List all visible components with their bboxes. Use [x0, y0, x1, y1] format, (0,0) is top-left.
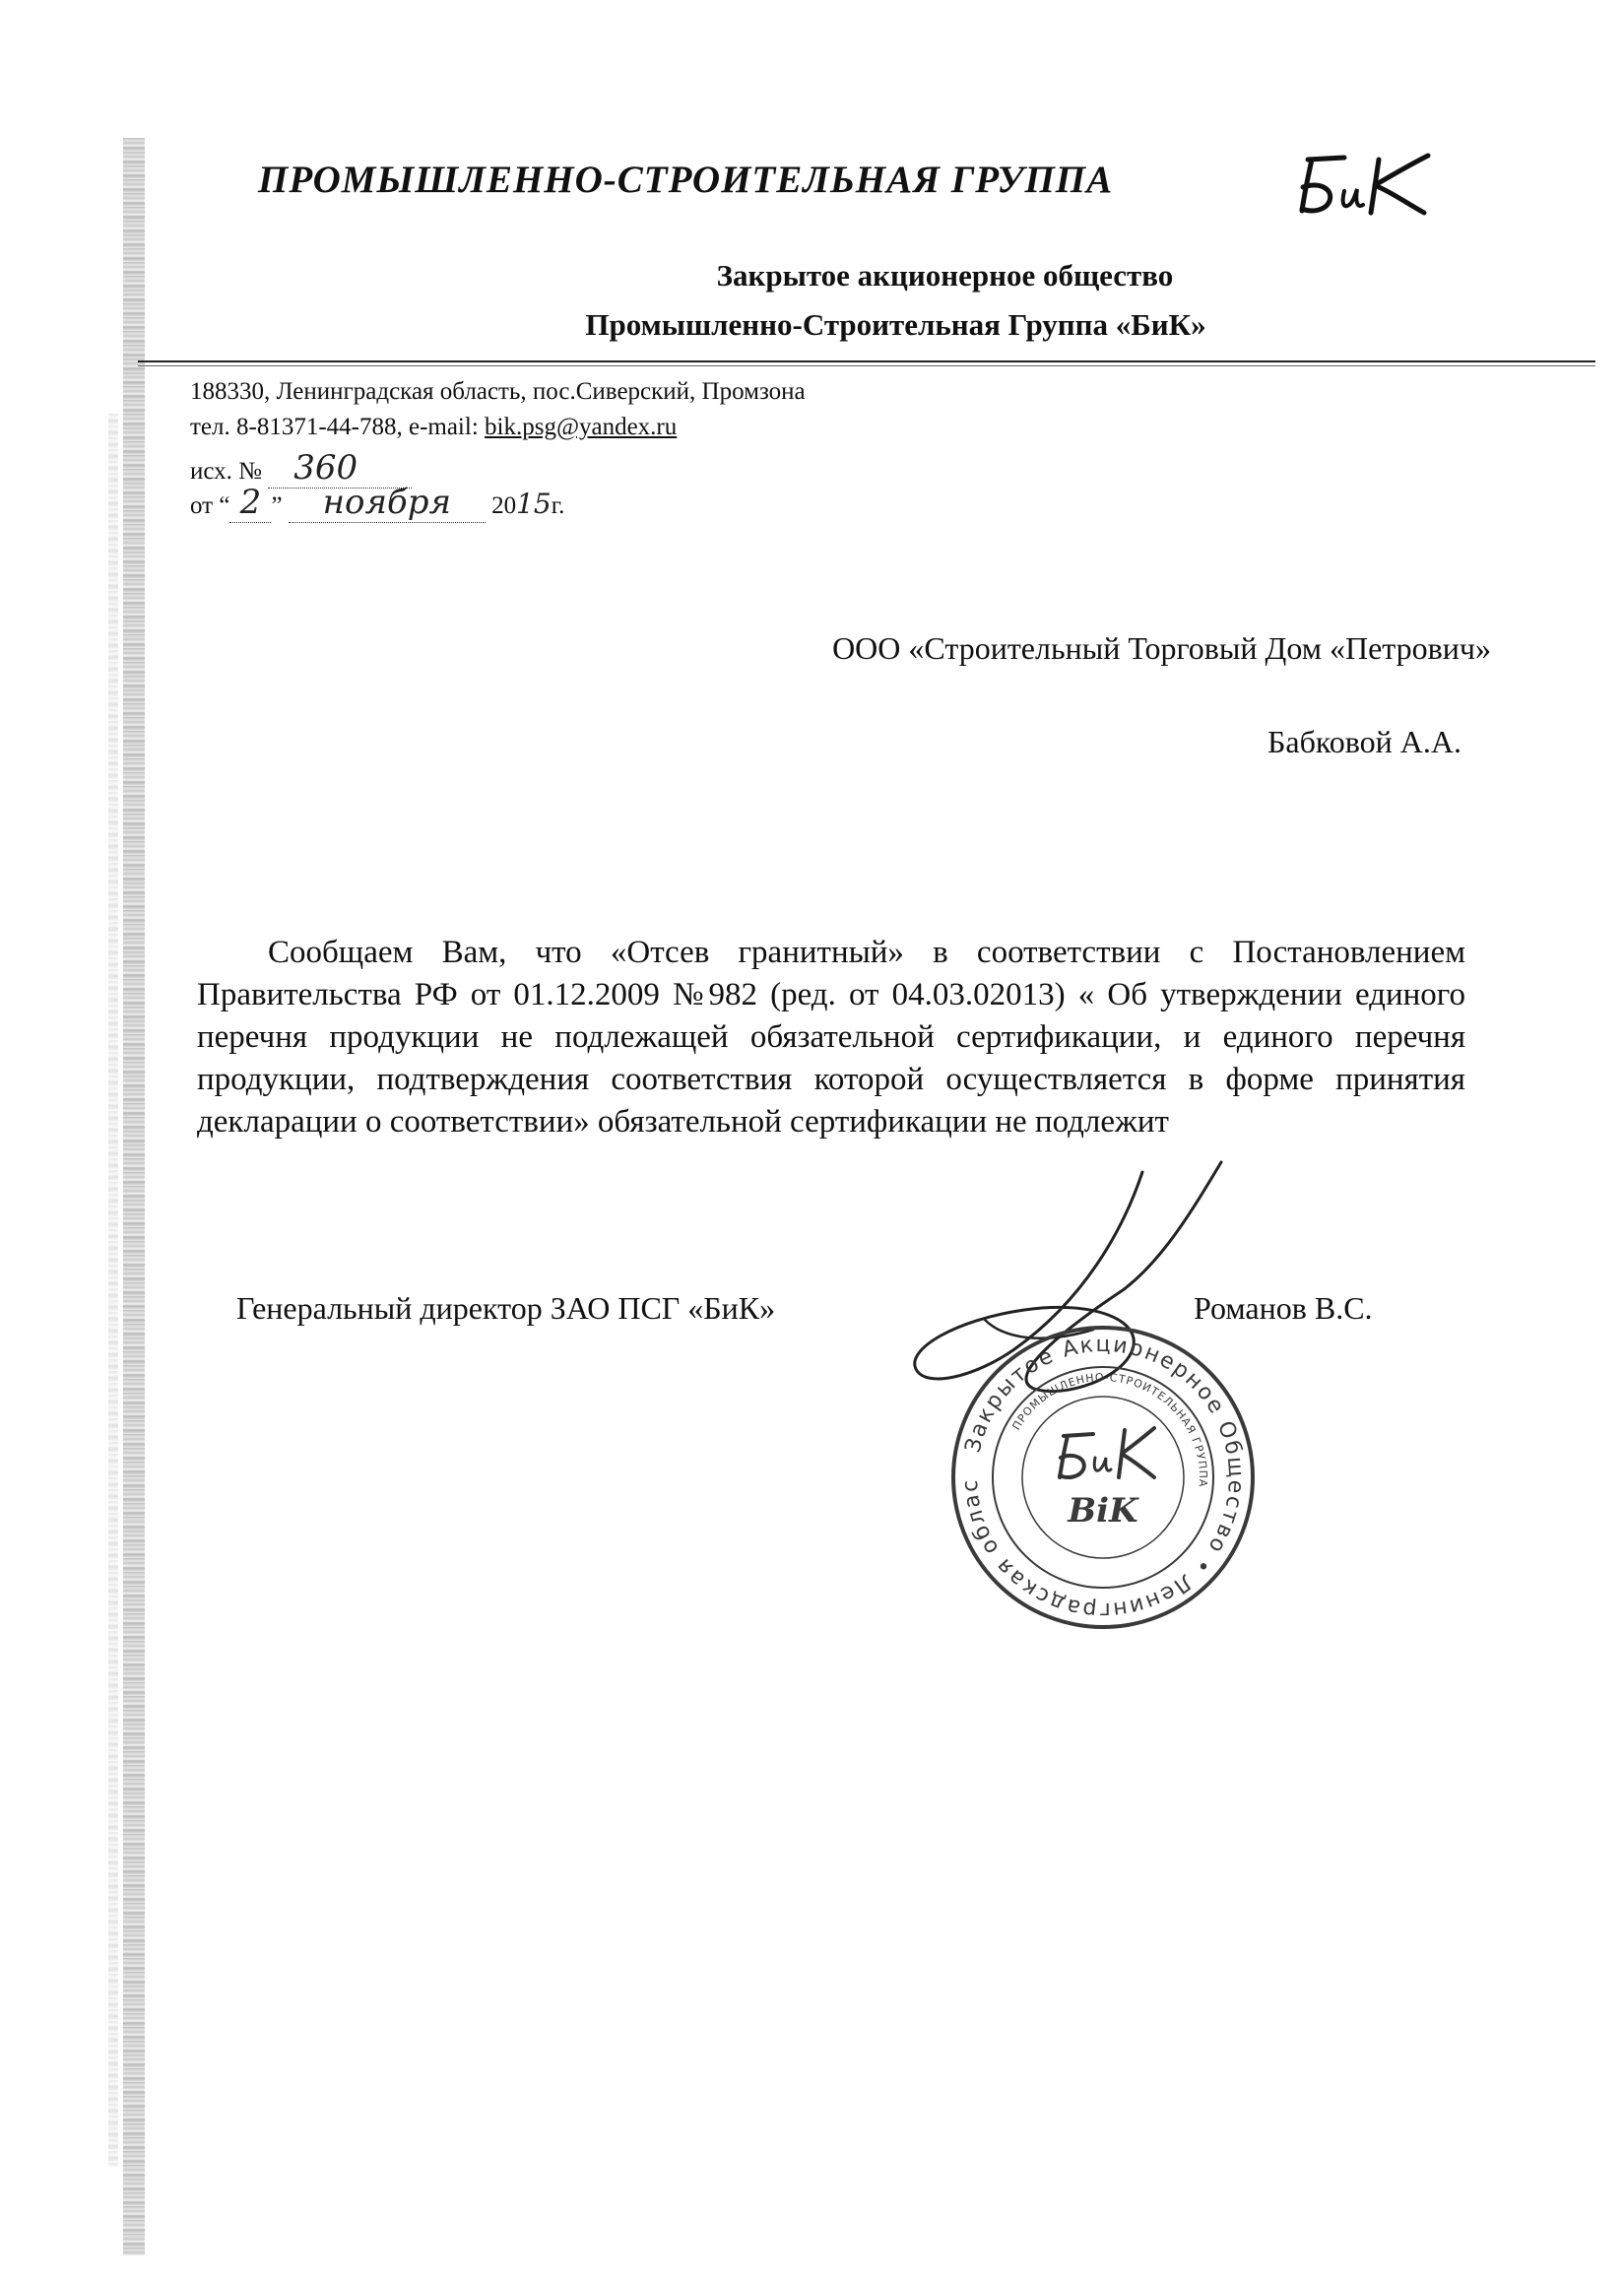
letterhead-divider [138, 360, 1595, 362]
date-end: г. [551, 492, 565, 519]
org-name-line-1: Закрытое акционерное общество [716, 258, 1174, 293]
letter-date: от “ 2 ” ноября 2015г. [190, 483, 565, 522]
company-logo [1290, 148, 1438, 231]
date-day: 2 [229, 483, 271, 523]
letterhead-banner: ПРОМЫШЛЕННО-СТРОИТЕЛЬНАЯ ГРУППА [258, 159, 1114, 201]
scan-edge-artifact [123, 138, 145, 2255]
phone-email-label: тел. 8-81371-44-788, e-mail: [190, 414, 486, 440]
sender-contacts [190, 414, 677, 441]
signatory-name: Романов В.С. [1194, 1290, 1373, 1326]
sender-address: 188330, Ленинградская область, пос.Сиверский, Промзона [190, 378, 806, 405]
recipient-person: Бабковой А.А. [1267, 724, 1462, 759]
ref-number: 360 [268, 448, 412, 489]
org-name-line-2: Промышленно-Строительная Группа «БиК» [585, 307, 1206, 342]
date-year-suffix: 15 [516, 488, 552, 520]
date-month: ноября [289, 483, 486, 523]
svg-text:ПРОМЫШЛЕННО-СТРОИТЕЛЬНАЯ ГРУПП: ПРОМЫШЛЕННО-СТРОИТЕЛЬНАЯ ГРУППА [1009, 1370, 1210, 1488]
recipient-company: ООО «Строительный Торговый Дом «Петрович» [832, 630, 1491, 666]
signatory-position: Генеральный директор ЗАО ПСГ «БиК» [236, 1290, 776, 1326]
date-label: от [190, 492, 214, 519]
svg-text:Закрытое Акционерное Общество: Закрытое Акционерное Общество • Ленинградская облас [957, 1332, 1249, 1623]
scan-edge-artifact-secondary [108, 414, 118, 2167]
letterhead-divider-thin [138, 365, 1595, 366]
date-year-prefix: 20 [491, 492, 517, 519]
company-seal-stamp [945, 1320, 1261, 1640]
body-paragraph: Сообщаем Вам, что «Отсев гранитный» в соответствии с Постановлением Правительства РФ от 01.12.2009 №982 (ред. от 04.03.02013) « Об утверждении единого перечня продукции не подлежащей обязательной сертификации, и единого перечня продукции, подтверждения соответствия которой осуществляется в форме принятия декларации о соответствии» обязательной сертификации не подлежит [197, 935, 1465, 1140]
email-link[interactable]: bik.psg@yandex.ru [485, 414, 678, 440]
svg-text:BiK: BiK [1068, 1491, 1138, 1531]
letter-body [197, 932, 1465, 1143]
ref-label: исх. № [190, 458, 262, 485]
